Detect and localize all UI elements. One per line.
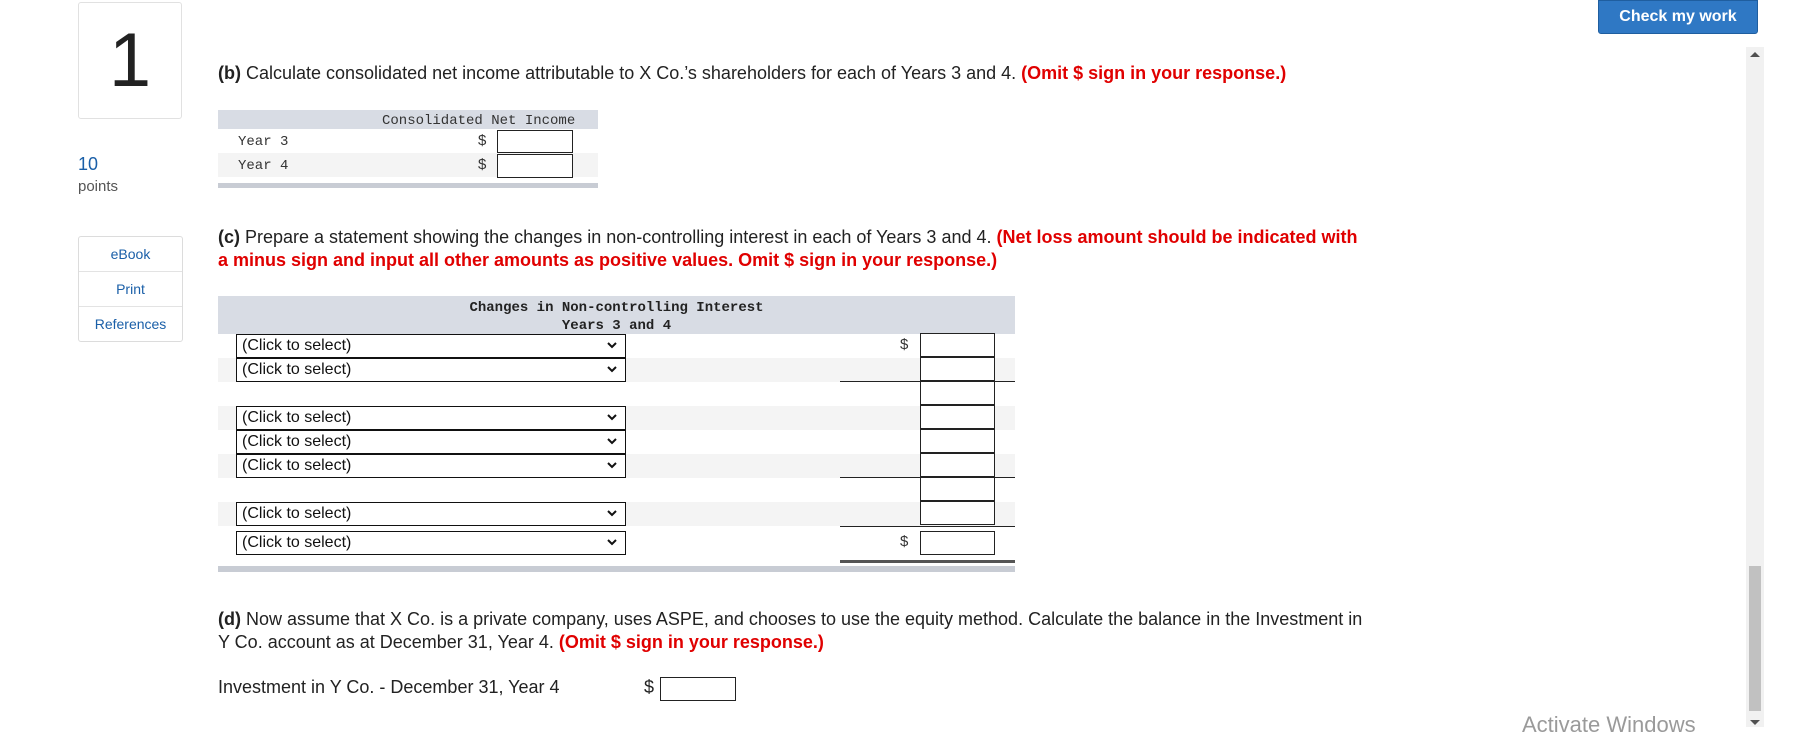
nci-row-4-select[interactable]: (Click to select) [236, 430, 626, 454]
subtotal-rule [840, 477, 1015, 478]
year-3-net-income-input[interactable] [497, 130, 573, 153]
nci-row-3-amount-input[interactable] [920, 405, 995, 429]
currency-symbol: $ [478, 156, 487, 173]
total-double-rule [840, 560, 1015, 563]
investment-field-label: Investment in Y Co. - December 31, Year 4 [218, 677, 560, 697]
nci-row-5-amount-input[interactable] [920, 453, 995, 477]
table-row [218, 153, 598, 177]
nci-subtotal-2-input[interactable] [920, 477, 995, 501]
year-4-label: Year 4 [238, 158, 289, 174]
nci-row-5-select[interactable]: (Click to select) [236, 454, 626, 478]
nci-subtotal-1-input[interactable] [920, 381, 995, 405]
part-c-label: (c) [218, 227, 240, 247]
nci-row-1-amount-input[interactable] [920, 333, 995, 357]
part-d-prompt [218, 608, 1368, 654]
part-c-prompt [218, 226, 1358, 272]
table-bottom-border [218, 566, 1015, 572]
references-link[interactable]: References [94, 316, 167, 332]
nci-row-4-amount-input[interactable] [920, 429, 995, 453]
nci-row-2-select[interactable]: (Click to select) [236, 358, 626, 382]
question-number: 1 [108, 18, 152, 103]
question-number-box [78, 2, 182, 119]
scrollbar-thumb[interactable] [1749, 566, 1761, 711]
part-d-text: Now assume that X Co. is a private company, uses ASPE, and chooses to use the equity method. Calculate the balance in the Investment in Y Co. account as at December 31, Year 4. [218, 609, 1363, 652]
part-b-text: Calculate consolidated net income attributable to X Co.’s shareholders for each of Years 3 and 4. [240, 63, 1022, 83]
check-my-work-button[interactable]: Check my work [1598, 0, 1758, 34]
part-c-text: Prepare a statement showing the changes in non-controlling interest in each of Years 3 and 4. [240, 227, 997, 247]
nci-row-6-amount-input[interactable] [920, 501, 995, 525]
currency-symbol: $ [900, 336, 909, 353]
part-c-note: (Net loss amount should be indicated with a minus sign and input all other amounts as positive values. Omit $ sign in your response.) [218, 227, 1358, 270]
nci-row-3-select[interactable]: (Click to select) [236, 406, 626, 430]
table-bottom-border [218, 183, 598, 188]
ebook-link[interactable]: eBook [79, 237, 182, 272]
year-4-net-income-input[interactable] [497, 154, 573, 178]
nci-total-input[interactable] [920, 531, 995, 555]
print-link[interactable]: Print [79, 272, 182, 307]
currency-symbol: $ [478, 132, 487, 149]
net-income-column-header: Consolidated Net Income [382, 113, 576, 129]
nci-row-2-amount-input[interactable] [920, 357, 995, 381]
scroll-down-arrow-icon[interactable] [1750, 720, 1760, 725]
subtotal-rule [840, 381, 1015, 382]
nci-row-7-select[interactable]: (Click to select) [236, 531, 626, 555]
part-b-prompt [218, 62, 1518, 85]
sidebar-links [78, 236, 183, 342]
table-row [218, 129, 598, 153]
part-b-note: (Omit $ sign in your response.) [1021, 63, 1287, 83]
currency-symbol: $ [644, 677, 655, 697]
nci-row-1-select[interactable]: (Click to select) [236, 334, 626, 358]
part-d-label: (d) [218, 609, 241, 629]
nci-row-6-select[interactable]: (Click to select) [236, 502, 626, 526]
scroll-up-arrow-icon[interactable] [1750, 52, 1760, 57]
points-label: points [78, 178, 119, 195]
points-value: 10 [78, 154, 99, 174]
part-d-note: (Omit $ sign in your response.) [558, 632, 824, 652]
nci-table-subtitle: Years 3 and 4 [561, 318, 672, 334]
part-b-label: (b) [218, 63, 241, 83]
currency-symbol: $ [900, 533, 909, 550]
activate-windows-watermark: Activate Windows [1522, 712, 1696, 737]
year-3-label: Year 3 [238, 134, 289, 150]
investment-balance-input[interactable] [660, 677, 736, 701]
subtotal-rule [840, 526, 1015, 527]
nci-table-title: Changes in Non-controlling Interest [469, 300, 764, 316]
